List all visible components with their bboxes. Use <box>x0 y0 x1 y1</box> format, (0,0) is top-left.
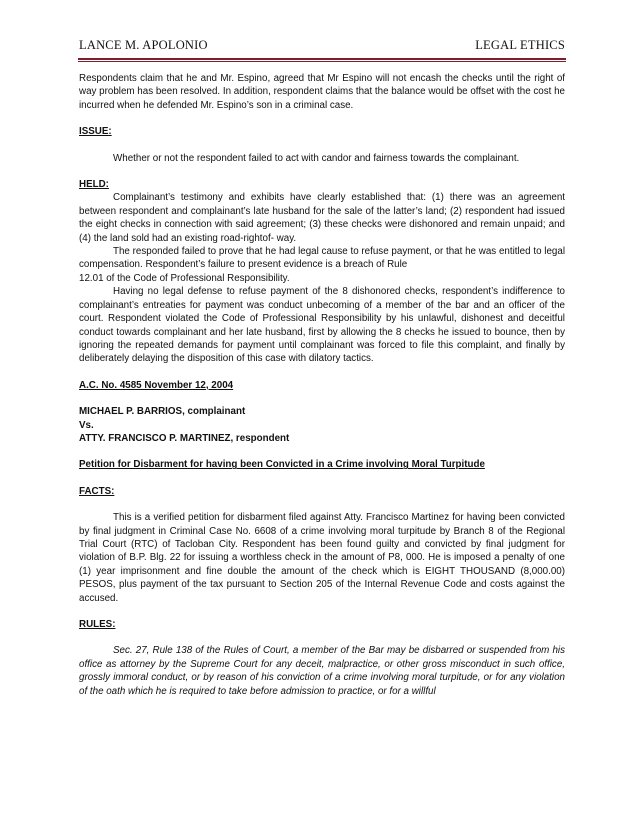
header-subject: LEGAL ETHICS <box>475 38 565 52</box>
facts-text: This is a verified petition for disbarment filed against Atty. Francisco Martinez for having been convicted by final judgment in Criminal Case No. 6608 of a crime involving moral turpitude by Branch 8 of the Regional Trial Court (RTC) of Tacloban City. Respondent has been found guilty and convicted by final judgment for violation of B.P. Blg. 22 for issuing a worthless check in the amount of P8, 000. He is imposed a penalty of one (1) year imprisonment and fine double the amount of the check which is EIGHT THOUSAND (8,000.00) PESOS, plus payment of the tax pursuant to Section 205 of the Internal Revenue Code and costs against the accused. <box>79 512 565 604</box>
header-rule-thick <box>78 58 566 60</box>
page-header <box>79 38 565 58</box>
held-paragraph-2: The responded failed to prove that he had legal cause to refuse payment, or that he was entitled to legal compensation. Respondent’s failure to present evidence is a breach of Rule <box>79 246 565 271</box>
header-author: LANCE M. APOLONIO <box>79 38 208 52</box>
held-paragraph-3: Having no legal defense to refuse payment of the 8 dishonored checks, respondent’s indifference to complainant’s entreaties for payment was conduct unbecoming of a member of the bar and an officer of the court. Respondent violated the Code of Professional Responsibility by his unlawful, dishonest and deceitful conduct towards complainant and her late husband, first by allowing the 8 checks he issued to bounce, then by ignoring the repeated demands for payment until complainant was forced to file this complaint, and finally by deliberately delaying the disposition of this case with dilatory tactics. <box>79 286 565 365</box>
case-number: A.C. No. 4585 November 12, 2004 <box>79 379 234 391</box>
header-rule-thin <box>78 61 566 62</box>
issue-text: Whether or not the respondent failed to act with candor and fairness towards the complainant. <box>113 152 520 164</box>
complainant-line: MICHAEL P. BARRIOS, complainant <box>79 406 246 418</box>
rules-text: Sec. 27, Rule 138 of the Rules of Court, a member of the Bar may be disbarred or suspended from his office as attorney by the Supreme Court for any deceit, malpractice, or other gross misconduct in such office, grossly immoral conduct, or by reason of his conviction of a crime involving moral turpitude, or for any violation of the oath which he is required to take before admission to practice, or for a willful <box>79 645 565 697</box>
case-parties <box>79 405 565 445</box>
petition-title: Petition for Disbarment for having been Convicted in a Crime involving Moral Turpitude <box>79 459 485 471</box>
held-paragraph-1: Complainant’s testimony and exhibits have clearly established that: (1) there was an agreement between respondent and complainant’s late husband for the sale of the latter’s land; (2) respondent had issued the eight checks in connection with said agreement; (3) these checks were dishonored and remain unpaid; and (4) the land sold had an existing road-rightof- way. <box>79 192 565 244</box>
document-body <box>79 72 565 698</box>
held-paragraph-2b: 12.01 of the Code of Professional Responsibility. <box>79 272 290 284</box>
rules-heading: RULES: <box>79 619 116 630</box>
facts-heading: FACTS: <box>79 485 115 497</box>
issue-heading: ISSUE: <box>79 126 112 138</box>
versus-line: Vs. <box>79 419 94 431</box>
respondent-line: ATTY. FRANCISCO P. MARTINEZ, respondent <box>79 432 290 444</box>
paragraph-respondent-claim: Respondents claim that he and Mr. Espino, agreed that Mr Espino will not encash the checks until the right of way problem has been resolved. In addition, respondent claims that the balance would be offset with the cost he incurred when he defended Mr. Espino’s son in a criminal case. <box>79 73 565 111</box>
held-heading: HELD: <box>79 179 109 191</box>
